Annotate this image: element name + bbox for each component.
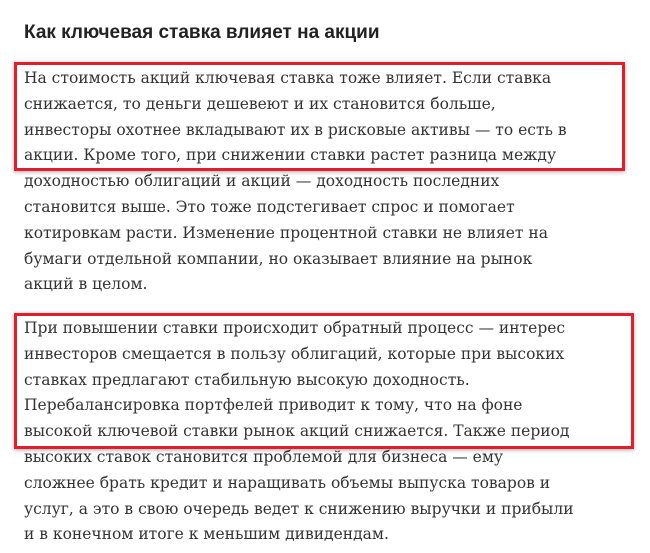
- paragraph-line: сложнее брать кредит и наращивать объемы выпуска товаров и: [24, 473, 551, 492]
- paragraph-line: акций в целом.: [24, 275, 148, 294]
- paragraph-line: и в конечном итоге к меньшим дивидендам.: [24, 525, 389, 544]
- paragraph-line: высоких ставок становится проблемой для бизнеса — ему: [24, 447, 504, 466]
- article-title: Как ключевая ставка влияет на акции: [24, 22, 380, 43]
- paragraph-line: доходностью облигаций и акций — доходность последних: [24, 172, 500, 191]
- paragraph-2: [24, 316, 574, 548]
- paragraph-line: На стоимость акций ключевая ставка тоже влияет. Если ставка: [24, 69, 552, 87]
- paragraph-line: становится выше. Это тоже подстегивает спрос и помогает: [24, 197, 515, 216]
- paragraph-line: высокой ключевой ставки рынок акций снижается. Также период: [24, 422, 570, 441]
- paragraph-1: [24, 66, 567, 298]
- paragraph-line: снижается, то деньги дешевеют и их становится больше,: [24, 94, 496, 113]
- paragraph-line: бумаги отдельной компании, но оказывает влияние на рынок: [24, 249, 533, 268]
- paragraph-line: акции. Кроме того, при снижении ставки растет разница между: [24, 146, 557, 165]
- paragraph-line: котировкам расти. Изменение процентной ставки не влияет на: [24, 223, 548, 242]
- paragraph-line: услуг, а это в свою очередь ведет к снижению выручки и прибыли: [24, 499, 574, 518]
- paragraph-line: Перебалансировка портфелей приводит к тому, что на фоне: [24, 396, 523, 415]
- paragraph-line: ставках предлагают стабильную высокую доходность.: [24, 370, 470, 389]
- paragraph-line: инвесторов смещается в пользу облигаций, которые при высоких: [24, 344, 565, 363]
- paragraph-line: инвесторы охотнее вкладывают их в рисковые активы — то есть в: [24, 120, 567, 139]
- paragraph-line: При повышении ставки происходит обратный процесс — интерес: [24, 319, 566, 337]
